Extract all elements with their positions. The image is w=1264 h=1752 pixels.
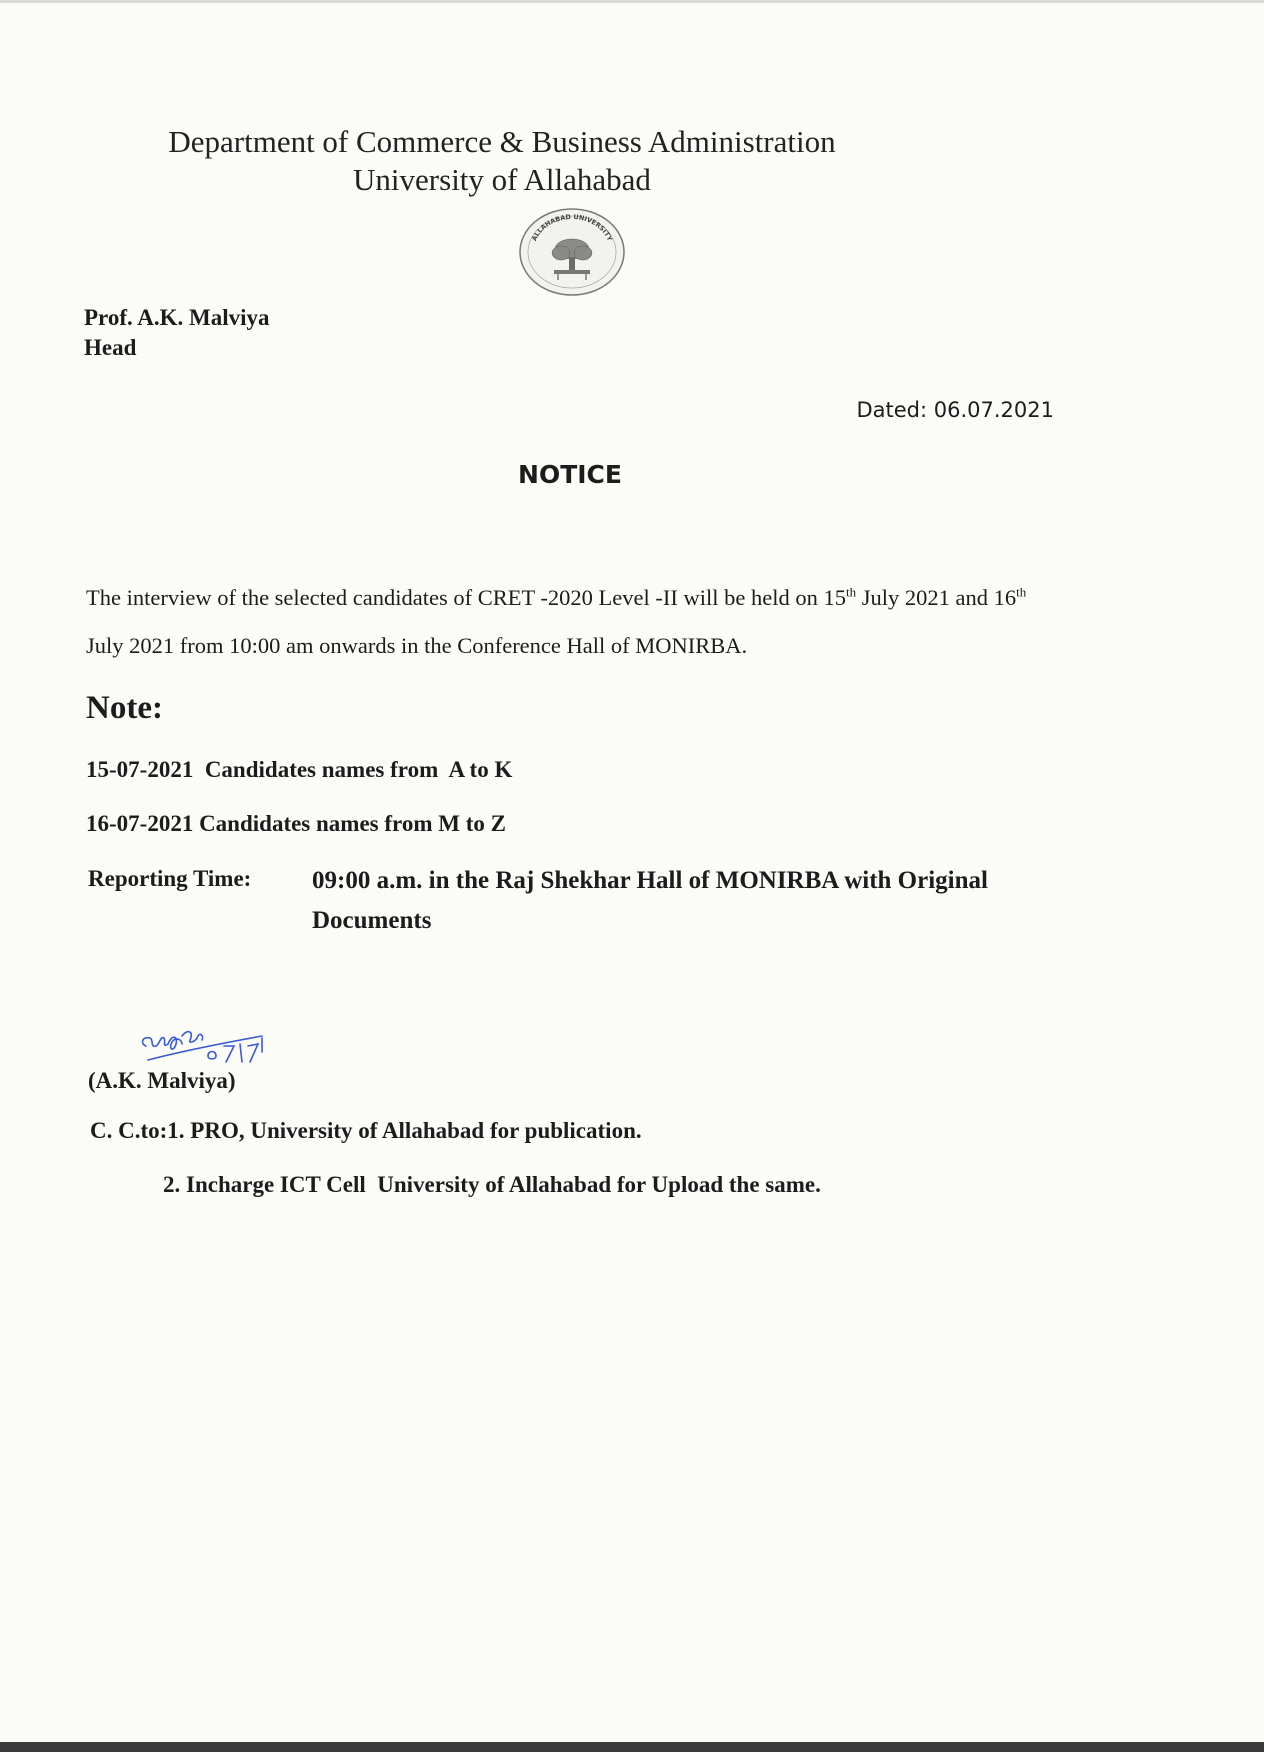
university-seal-icon (518, 207, 626, 297)
scan-edge-bottom (0, 1742, 1264, 1752)
university-heading: University of Allahabad (353, 162, 651, 197)
notice-body (86, 574, 1066, 670)
body-sup-1: th (845, 584, 857, 600)
sender-title: Head (84, 335, 137, 360)
reporting-time-value: 09:00 a.m. in the Raj Shekhar Hall of MONIRBA with Original Documents (312, 867, 988, 934)
handwritten-signature (138, 1022, 268, 1070)
note-heading: Note: (86, 690, 163, 726)
notice-date: Dated: 06.07.2021 (856, 398, 1054, 422)
copy-to-line-2: 2. Incharge ICT Cell University of Allahabad for Upload the same. (163, 1172, 821, 1197)
body-part-3: July 2021 from 10:00 am onwards in the Conference Hall of MONIRBA. (86, 633, 748, 658)
body-part-2: July 2021 and 16 (856, 585, 1017, 610)
body-part-1: The interview of the selected candidates of CRET -2020 Level -II will be held on 15 (86, 585, 846, 610)
notice-title: NOTICE (518, 460, 622, 489)
reporting-time-label: Reporting Time: (88, 866, 252, 891)
signatory-name: (A.K. Malviya) (88, 1068, 236, 1093)
sender-name: Prof. A.K. Malviya (84, 305, 270, 330)
svg-text:ALLAHABAD UNIVERSITY: ALLAHABAD UNIVERSITY (530, 212, 614, 243)
body-sup-2: th (1016, 584, 1027, 600)
schedule-line-2: 16-07-2021 Candidates names from M to Z (86, 811, 506, 836)
scan-edge-top (0, 0, 1264, 3)
schedule-line-1: 15-07-2021 Candidates names from A to K (86, 757, 513, 782)
department-heading: Department of Commerce & Business Administration (168, 124, 836, 159)
copy-to-line-1: C. C.to:1. PRO, University of Allahabad for publication. (90, 1118, 642, 1143)
